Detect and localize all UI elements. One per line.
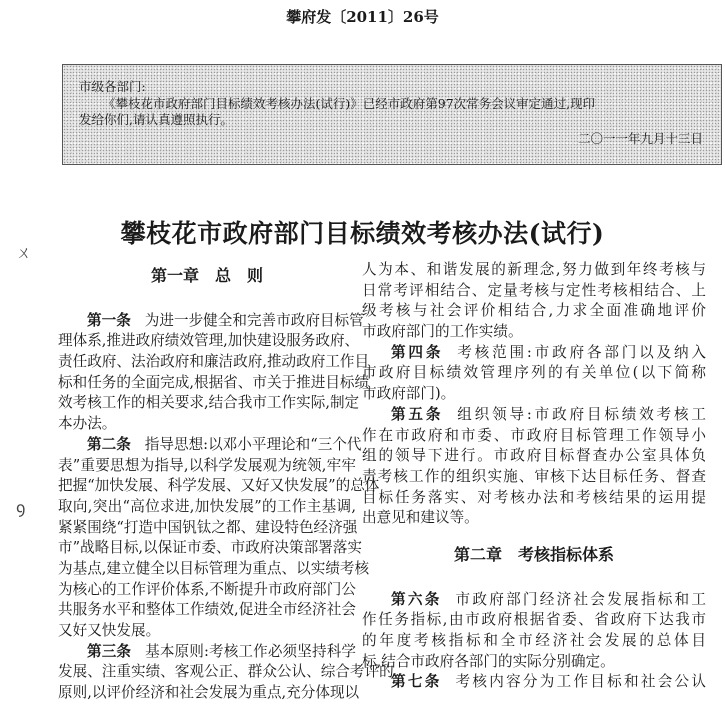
text-line [58,662,394,683]
text-line: 市政府部门的工作实绩。 [362,323,523,341]
article-label: 第二条 [87,435,131,453]
line-text: 考核范围:市政府各部门以及纳入 [457,343,706,361]
text-line [362,508,706,529]
article-label: 第七条 [391,673,442,691]
text-line: 人为本、和谐发展的新理念,努力做到年终考核与 [362,261,706,278]
text-line [58,683,360,704]
line-text: 标,结合市政府各部门的实际分别确定。 [362,652,615,670]
line-text: 原则,以评价经济和社会发展为重点,充分体现以 [58,684,360,702]
text-line [58,538,362,559]
text-line [58,642,356,663]
text-line [362,405,706,426]
text-line [362,467,706,488]
article-label: 第五条 [391,405,444,423]
text-line [362,384,706,405]
text-line [58,373,370,394]
text-line [362,363,706,384]
right-column [362,260,706,693]
article-label: 第六条 [391,590,442,608]
chapter-heading: 第二章 考核指标体系 [453,544,614,564]
line-text: 市政府目标绩效管理序列的有关单位(以下简称 [362,364,706,382]
notice-body-line1: 《攀枝花市政府部门目标绩效考核办法(试行)》已经市政府第97次常务会议审定通过,现印 [103,96,596,111]
line-text: 又好又快发展。 [58,622,161,639]
text-line [362,343,706,364]
text-line [58,311,364,332]
margin-mark: ꝯ [16,498,26,517]
line-text: 责任政府、法治政府和廉洁政府,推动政府工作目 [58,353,370,371]
notice-body-line2: 发给你们,请认真遵照执行。 [79,112,233,127]
line-text: 市”战略目标,以保证市委、市政府决策部署落实 [58,539,362,557]
line-text: 目标任务落实、对考核办法和考核结果的运用提 [362,488,706,506]
line-text: 表”重要思想为指导,以科学发展观为统领,牢牢 [58,456,356,474]
text-line [58,414,356,435]
line-text: 指导思想:以邓小平理论和“三个代 [144,435,362,453]
text-line [362,426,706,447]
text-line [58,518,356,539]
document-number: 攀府发〔2011〕26号 [286,8,439,26]
text-line [362,610,706,631]
line-text: 出意见和建议等。 [362,509,479,527]
line-text: 市政府部门)。 [362,385,456,403]
text-line [58,600,356,621]
text-line [58,476,380,497]
text-line [58,456,356,477]
text-line [362,590,706,611]
line-text: 考核内容分为工作目标和社会公认 [455,673,706,691]
line-text: 作在市政府和市委、市政府目标管理工作领导小 [362,426,706,444]
text-line [58,580,356,601]
text-line [58,559,370,580]
line-text: 作任务指标,由市政府根据省委、省政府下达我市 [362,611,706,629]
line-text: 市政府部门经济社会发展指标和工 [455,590,706,608]
notice-date: 二〇一一年九月十三日 [577,131,703,146]
text-line [362,652,706,673]
line-text: 紧紧围绕“打造中国钒钛之都、建设特色经济强 [58,518,358,536]
article-label: 第四条 [391,343,444,361]
text-line [362,446,706,467]
margin-mark: ㄨ [16,243,33,262]
notice-box [62,64,722,165]
line-text: 效考核工作的相关要求,结合我市工作实际,制定 [58,394,360,412]
text-line [58,331,360,352]
text-line [58,393,360,414]
text-line: 级考核与社会评价相结合,力求全面准确地评价 [362,302,706,320]
line-text: 责考核工作的组织实施、审核下达目标任务、督查 [362,467,706,485]
line-text: 把握“加快发展、科学发展、又好又快发展”的总体 [58,477,380,495]
chapter-heading: 第一章 总 则 [150,266,263,285]
text-line [58,621,356,642]
text-line [362,672,706,693]
left-column [58,266,394,704]
document-title: 攀枝花市政府部门目标绩效考核办法(试行) [120,219,605,248]
text-line [58,497,356,518]
notice-salutation: 市级各部门: [79,79,146,94]
line-text: 为进一步健全和完善市政府目标管 [144,311,364,329]
line-text: 理体系,推进政府绩效管理,加快建设服务政府、 [58,332,360,350]
text-line [58,435,362,456]
line-text: 共服务水平和整体工作绩效,促进全市经济社会 [58,601,356,619]
article-label: 第一条 [87,311,131,329]
text-line [362,488,706,509]
text-line: 日常考评相结合、定量考核与定性考核相结合、上 [362,281,706,299]
text-line [58,352,370,373]
line-text: 取向,突出“高位求进,加快发展”的工作主基调, [58,497,356,515]
line-text: 组织领导:市政府目标绩效考核工 [457,405,706,423]
line-text: 为基点,建立健全以目标管理为重点、以实绩考核 [58,559,370,577]
line-text: 本办法。 [58,415,117,433]
line-text: 发展、注重实绩、客观公正、群众公认、综合考评的 [58,663,394,681]
article-label: 第三条 [87,642,132,660]
text-line [362,631,706,652]
line-text: 为核心的工作评价体系,不断提升市政府部门公 [58,580,356,598]
line-text: 的年度考核指标和全市经济社会发展的总体目 [362,632,706,649]
line-text: 组的领导下进行。市政府目标督查办公室具体负 [362,447,706,465]
line-text: 基本原则:考核工作必须坚持科学 [145,642,356,660]
line-text: 标和任务的全面完成,根据省、市关于推进目标绩 [58,373,370,391]
